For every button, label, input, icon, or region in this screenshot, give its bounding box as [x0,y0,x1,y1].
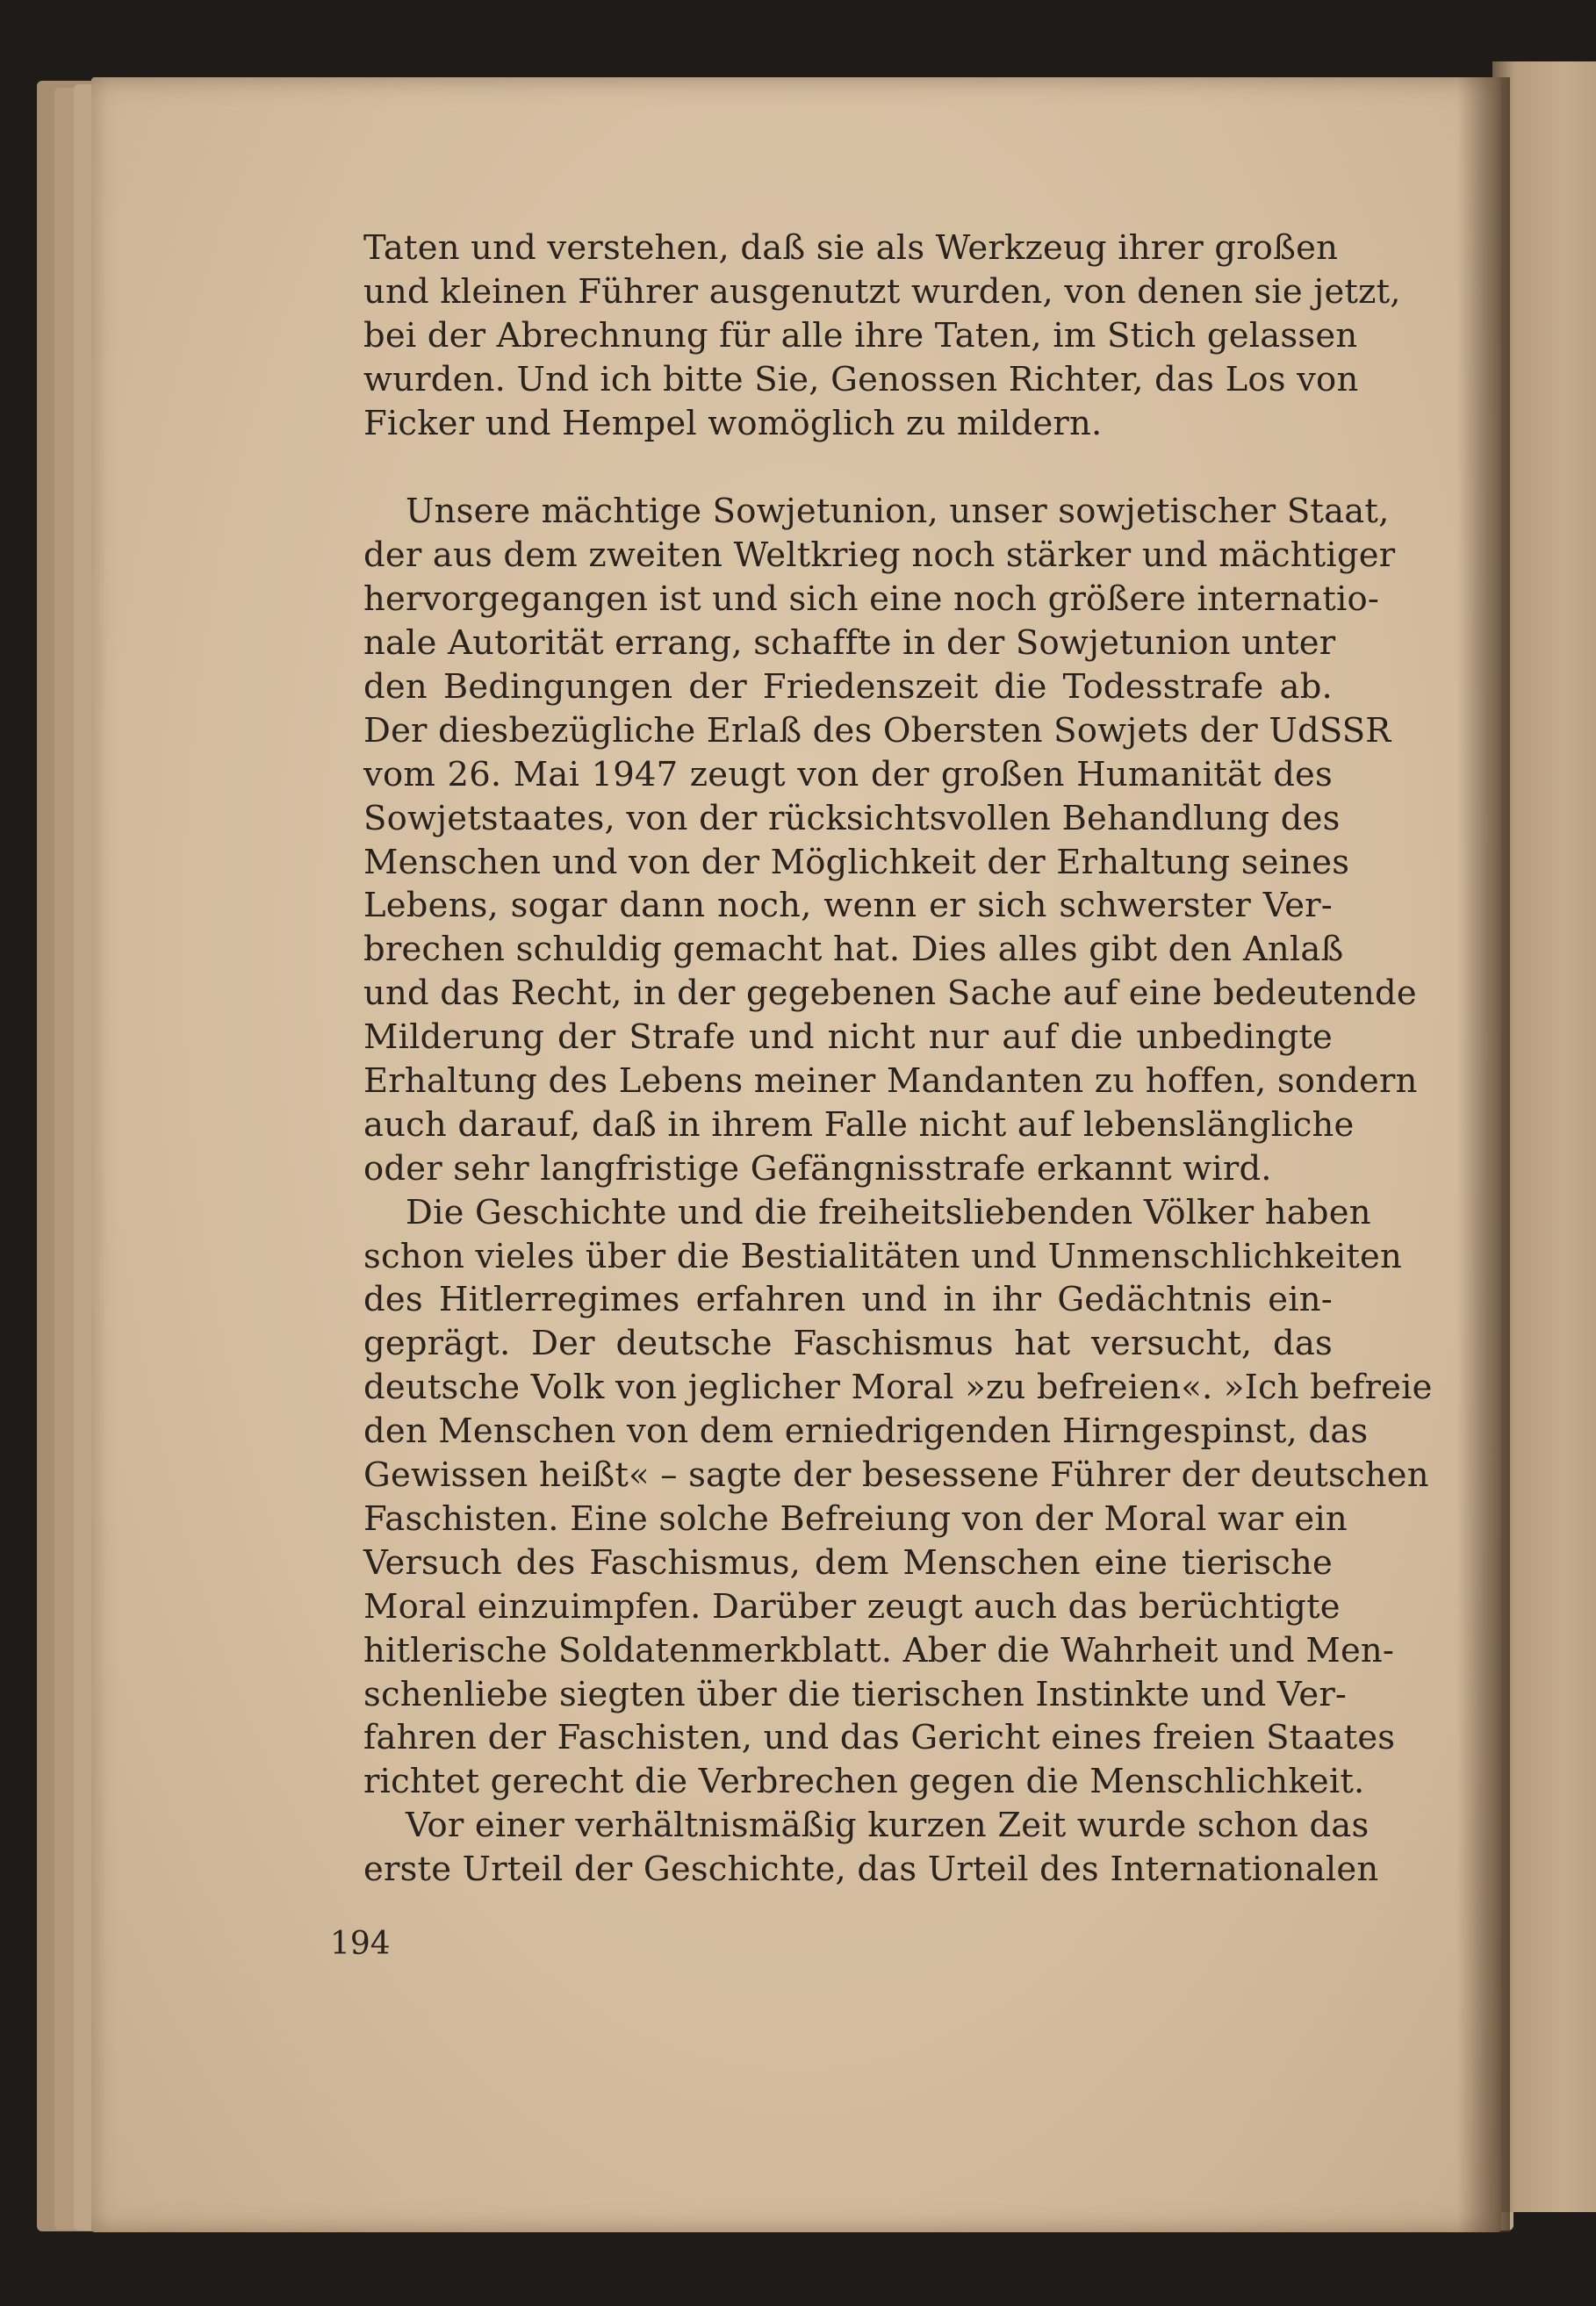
text-line: Vor einer verhältnismäßig kurzen Zeit wurde schon das [406,1806,1370,1846]
body-text [321,226,1433,1892]
text-line: der aus dem zweiten Weltkrieg noch stärker und mächtiger [363,535,1396,576]
text-line: hitlerische Soldatenmerkblatt. Aber die Wahrheit und Men- [363,1630,1395,1670]
text-line: erste Urteil der Geschichte, das Urteil des Internationalen [363,1850,1379,1890]
text-line: brechen schuldig gemacht hat. Dies alles gibt den Anlaß [363,930,1344,970]
text-line: und das Recht, in der gegebenen Sache auf eine bedeutende [363,973,1417,1014]
text-line: wurden. Und ich bitte Sie, Genossen Richter, das Los von [363,359,1359,399]
text-line: schon vieles über die Bestialitäten und Unmenschlichkeiten [363,1236,1403,1276]
paragraph [321,490,1418,1190]
text-line: deutsche Volk von jeglicher Moral »zu befreien«. »Ich befreie [363,1368,1433,1408]
text-line: Die Geschichte und die freiheitsliebenden Völker haben [406,1192,1371,1232]
text-line: geprägt. Der deutsche Faschismus hat versucht, das [363,1324,1333,1364]
text-line: vom 26. Mai 1947 zeugt von der großen Humanität des [363,754,1333,794]
text-line: Faschisten. Eine solche Befreiung von der Moral war ein [363,1498,1348,1539]
text-line: hervorgegangen ist und sich eine noch größere internatio- [363,579,1380,620]
text-line: Taten und verstehen, daß sie als Werkzeug ihrer großen [363,228,1339,268]
text-line: Sowjetstaates, von der rücksichtsvollen Behandlung des [363,798,1341,838]
paragraph [321,1804,1379,1892]
text-line: Unsere mächtige Sowjetunion, unser sowjetischer Staat, [406,492,1390,532]
gutter-shadow [1457,77,1510,2232]
text-line: nale Autorität errang, schaffte in der Sowjetunion unter [363,623,1336,664]
text-line: Gewissen heißt« – sagte der besessene Führer der deutschen [363,1455,1429,1496]
text-line: Milderung der Strafe und nicht nur auf die unbedingte [363,1017,1333,1058]
paragraph [321,226,1401,445]
text-line: Der diesbezügliche Erlaß des Obersten Sowjets der UdSSR [363,710,1391,751]
text-line: schenliebe siegten über die tierischen Instinkte und Ver- [363,1674,1348,1714]
text-line: und kleinen Führer ausgenutzt wurden, von denen sie jetzt, [363,271,1401,312]
page-number: 194 [330,1926,391,1962]
text-line: den Bedingungen der Friedenszeit die Todesstrafe ab. [363,667,1333,708]
text-line: Menschen und von der Möglichkeit der Erhaltung seines [363,842,1350,882]
text-line: oder sehr langfristige Gefängnisstrafe erkannt wird. [363,1148,1272,1189]
paragraph [321,1191,1433,1804]
text-line: Moral einzuimpfen. Darüber zeugt auch das berüchtigte [363,1586,1341,1627]
text-line: Ficker und Hempel womöglich zu mildern. [363,403,1103,443]
text-line: Erhaltung des Lebens meiner Mandanten zu hoffen, sondern [363,1061,1418,1102]
text-line: Lebens, sogar dann noch, wenn er sich schwerster Ver- [363,886,1333,926]
text-line: bei der Abrechnung für alle ihre Taten, im Stich gelassen [363,315,1358,356]
text-line: richtet gerecht die Verbrechen gegen die Menschlichkeit. [363,1762,1365,1802]
text-line: Versuch des Faschismus, dem Menschen eine tierische [363,1542,1333,1583]
text-line: auch darauf, daß in ihrem Falle nicht auf lebenslängliche [363,1104,1355,1145]
text-line: des Hitlerregimes erfahren und in ihr Gedächtnis ein- [363,1280,1333,1320]
text-line: fahren der Faschisten, und das Gericht eines freien Staates [363,1718,1396,1758]
text-line: den Menschen von dem erniedrigenden Hirngespinst, das [363,1412,1369,1452]
